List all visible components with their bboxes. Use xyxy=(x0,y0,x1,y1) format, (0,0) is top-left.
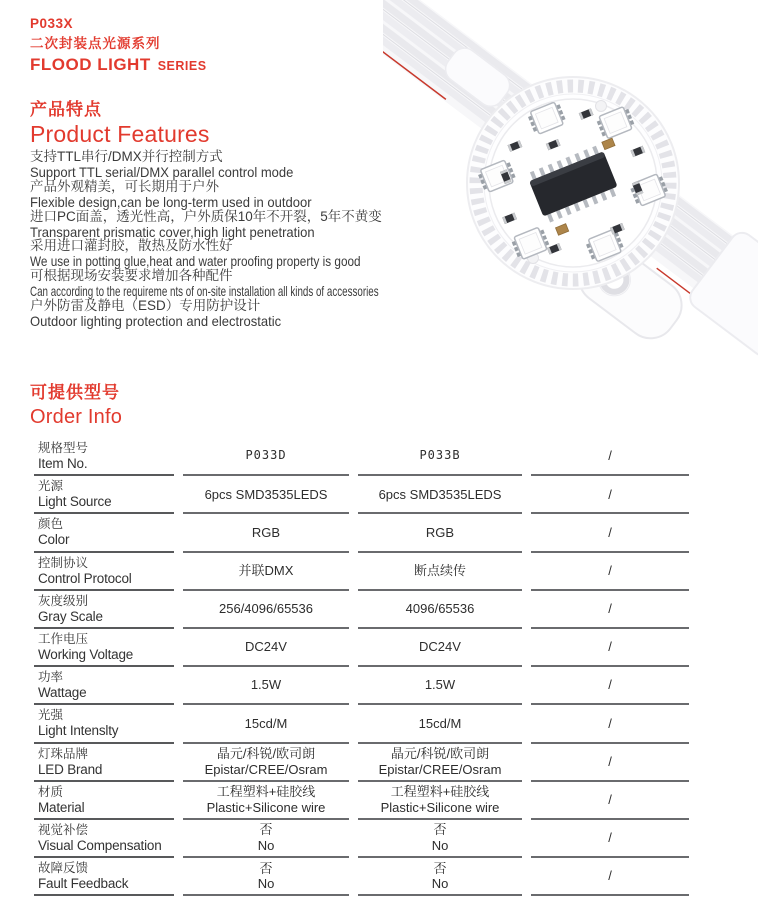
feature-item xyxy=(30,150,430,180)
spec-value: P033B xyxy=(358,438,522,476)
spec-label: 控制协议 Control Protocol xyxy=(34,553,174,591)
feature-en: Can according to the requireme nts of on-site installation all kinds of accessories xyxy=(30,283,379,300)
spec-row xyxy=(34,667,690,705)
spec-value: 否 No xyxy=(358,858,522,896)
slash-value: / xyxy=(531,782,689,820)
spec-label: 功率 Wattage xyxy=(34,667,174,705)
spec-label: 故障反馈 Fault Feedback xyxy=(34,858,174,896)
spec-label: 光强 Light Intenslty xyxy=(34,705,174,743)
spec-value: RGB xyxy=(183,514,349,552)
slash-value: / xyxy=(531,667,689,705)
feature-en: We use in potting glue,heat and water proofing property is good xyxy=(30,253,361,270)
feature-en: Outdoor lighting protection and electrostatic xyxy=(30,312,282,329)
spec-label: 规格型号 Item No. xyxy=(34,438,174,476)
spec-value: 1.5W xyxy=(183,667,349,705)
feature-item xyxy=(30,269,430,299)
features-title-cn: 产品特点 xyxy=(30,100,102,119)
spec-label: 材质 Material xyxy=(34,782,174,820)
series-suffix: SERIES xyxy=(157,59,207,73)
spec-label: 工作电压 Working Voltage xyxy=(34,629,174,667)
order-info-section xyxy=(30,382,122,433)
spec-row xyxy=(34,744,690,782)
feature-cn: 可根据现场安装要求增加各种配件 xyxy=(30,268,233,284)
order-title-en: Order Info xyxy=(30,406,123,428)
feature-item xyxy=(30,299,430,329)
features-title-en: Product Features xyxy=(30,121,210,147)
feature-cn: 采用进口灌封胶，散热及防水性好 xyxy=(30,238,233,254)
feature-en: Flexible design,can be long-term used in outdoor xyxy=(30,193,312,210)
feature-item xyxy=(30,210,430,240)
spec-label: 灯珠品牌 LED Brand xyxy=(34,744,174,782)
feature-cn: 户外防雷及静电（ESD）专用防护设计 xyxy=(30,298,261,314)
model-number: P033X xyxy=(30,16,74,31)
spec-row xyxy=(34,858,690,896)
feature-en: Support TTL serial/DMX parallel control mode xyxy=(30,163,294,180)
slash-value: / xyxy=(531,744,689,782)
brand-header xyxy=(30,14,207,77)
feature-cn: 支持TTL串行/DMX并行控制方式 xyxy=(30,149,223,164)
spec-row xyxy=(34,514,690,552)
product-features-section xyxy=(30,99,430,329)
spec-value: 工程塑料+硅胶线 Plastic+Silicone wire xyxy=(183,782,349,820)
spec-row xyxy=(34,553,690,591)
spec-value: 断点续传 xyxy=(358,553,522,591)
spec-value: 15cd/M xyxy=(183,705,349,743)
spec-label: 颜色 Color xyxy=(34,514,174,552)
product-photo xyxy=(383,0,758,372)
slash-value: / xyxy=(531,591,689,629)
feature-cn: 进口PC面盖，透光性高，户外质保10年不开裂，5年不黄变 xyxy=(30,208,382,224)
feature-item xyxy=(30,180,430,210)
feature-cn: 产品外观精美，可长期用于户外 xyxy=(30,178,219,194)
slash-value: / xyxy=(531,553,689,591)
spec-value: 6pcs SMD3535LEDS xyxy=(183,476,349,514)
feature-item xyxy=(30,239,430,269)
spec-label: 光源 Light Source xyxy=(34,476,174,514)
spec-table xyxy=(34,438,690,896)
spec-value: 晶元/科锐/欧司朗 Epistar/CREE/Osram xyxy=(183,744,349,782)
spec-row xyxy=(34,820,690,858)
spec-value: DC24V xyxy=(183,629,349,667)
spec-row xyxy=(34,782,690,820)
order-title-cn: 可提供型号 xyxy=(30,383,120,402)
slash-value: / xyxy=(531,476,689,514)
slash-value: / xyxy=(531,514,689,552)
spec-row xyxy=(34,705,690,743)
spec-value: 否 No xyxy=(183,820,349,858)
series-name-en xyxy=(30,54,207,77)
spec-value: 晶元/科锐/欧司朗 Epistar/CREE/Osram xyxy=(358,744,522,782)
spec-label: 灰度级别 Gray Scale xyxy=(34,591,174,629)
spec-value: 并联DMX xyxy=(183,553,349,591)
spec-value: 工程塑料+硅胶线 Plastic+Silicone wire xyxy=(358,782,522,820)
slash-value: / xyxy=(531,629,689,667)
series-title: FLOOD LIGHT xyxy=(30,55,151,74)
spec-value: RGB xyxy=(358,514,522,552)
slash-value: / xyxy=(531,858,689,896)
spec-value: 256/4096/65536 xyxy=(183,591,349,629)
spec-value: 否 No xyxy=(358,820,522,858)
series-name-cn: 二次封装点光源系列 xyxy=(30,36,161,51)
spec-value: 6pcs SMD3535LEDS xyxy=(358,476,522,514)
feature-en: Transparent prismatic cover,high light penetration xyxy=(30,223,315,240)
spec-row xyxy=(34,629,690,667)
spec-label: 视觉补偿 Visual Compensation xyxy=(34,820,174,858)
spec-value: 4096/65536 xyxy=(358,591,522,629)
spec-value: DC24V xyxy=(358,629,522,667)
slash-value: / xyxy=(531,820,689,858)
slash-value: / xyxy=(531,705,689,743)
spec-row xyxy=(34,591,690,629)
spec-row xyxy=(34,476,690,514)
spec-value: P033D xyxy=(183,438,349,476)
spec-row xyxy=(34,438,690,476)
slash-value: / xyxy=(531,438,689,476)
spec-value: 1.5W xyxy=(358,667,522,705)
spec-value: 15cd/M xyxy=(358,705,522,743)
spec-value: 否 No xyxy=(183,858,349,896)
